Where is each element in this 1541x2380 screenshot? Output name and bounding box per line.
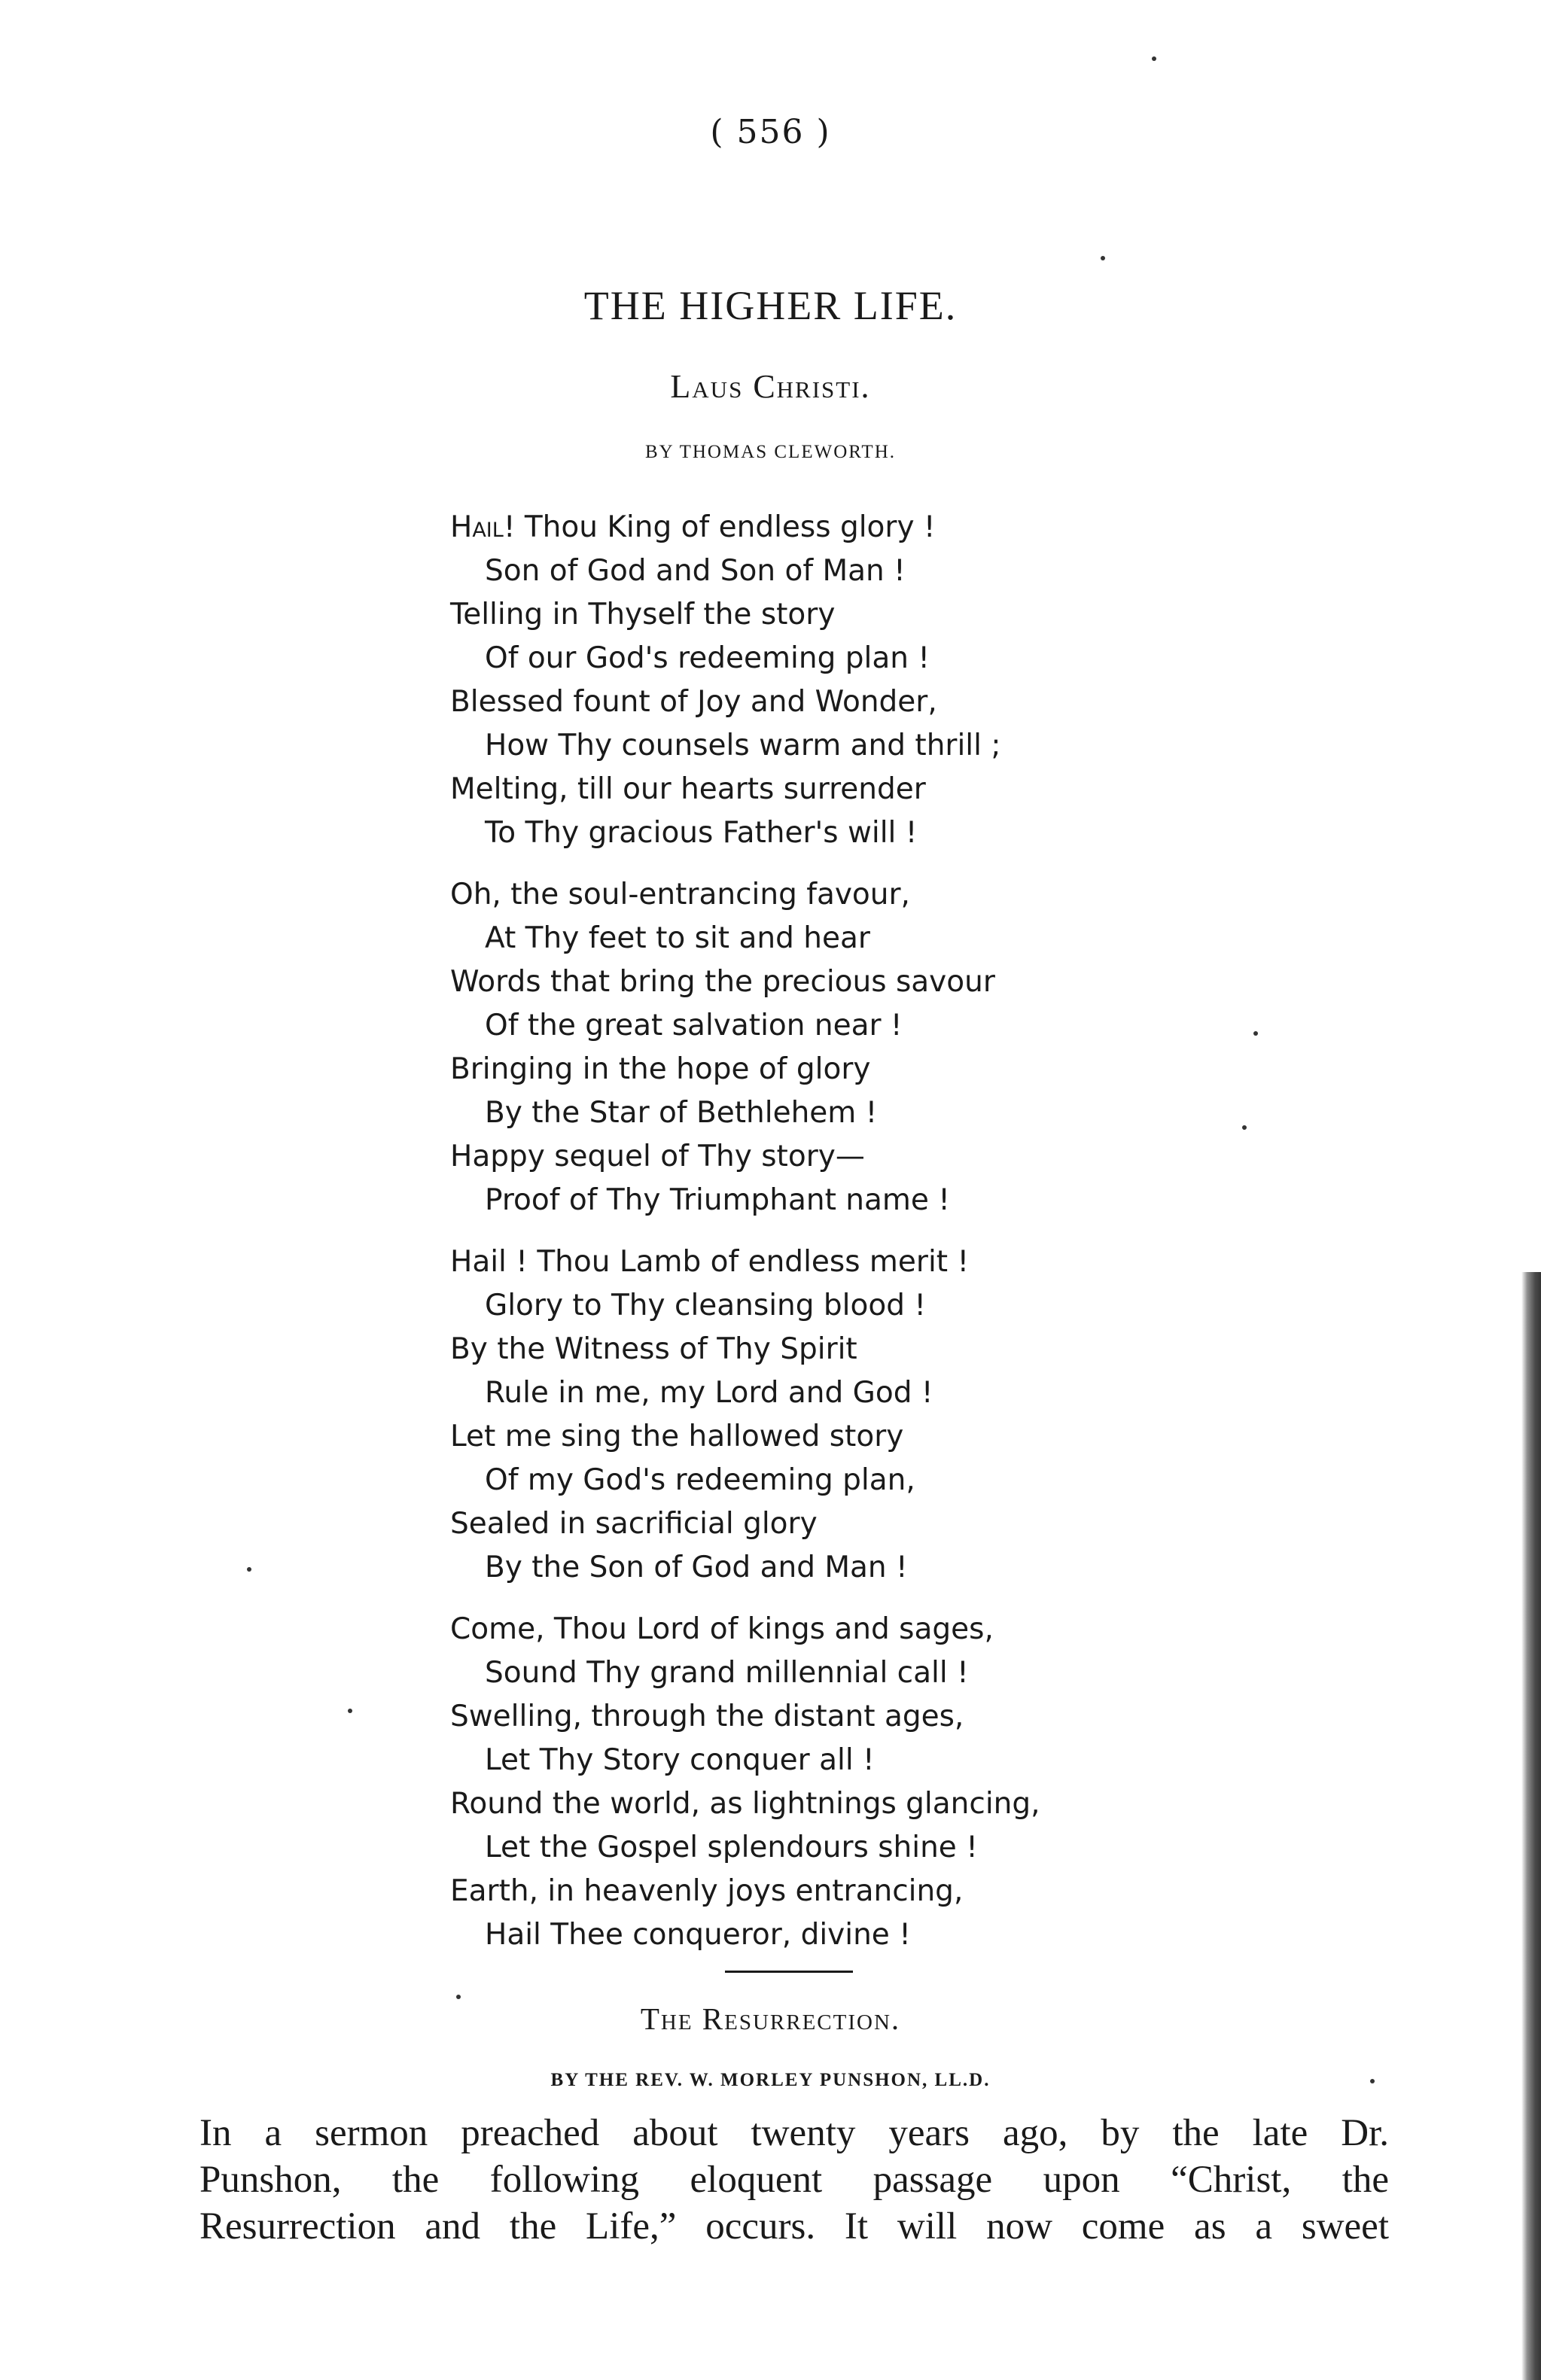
poem-line: Glory to Thy cleansing blood ! (485, 1289, 927, 1322)
section-byline: BY THE REV. W. MORLEY PUNSHON, LL.D. (550, 2070, 991, 2090)
scan-speck (1152, 56, 1156, 61)
poem-line: Come, Thou Lord of kings and sages, (450, 1612, 994, 1646)
poem-line: Earth, in heavenly joys entrancing, (450, 1874, 964, 1908)
poem-line: Hail ! Thou Lamb of endless merit ! (450, 1245, 970, 1279)
poem-line: Hail Thee conqueror, divine ! (485, 1918, 911, 1952)
section-title: The Resurrection. (640, 2001, 901, 2036)
poem-first-word: Hail (450, 510, 504, 544)
poem-line: To Thy gracious Father's will ! (485, 816, 918, 850)
poem-line: At Thy feet to sit and hear (485, 921, 870, 955)
poem-line: Let me sing the hallowed story (450, 1420, 904, 1453)
poem-body (450, 506, 1248, 1975)
page-binding-shadow (1521, 1272, 1541, 2380)
scan-speck (348, 1709, 352, 1713)
scan-speck (1370, 2079, 1375, 2083)
section-divider (725, 1971, 853, 1973)
poem-line (450, 506, 1248, 549)
stanza-1 (450, 506, 1248, 855)
poem-line: Happy sequel of Thy story— (450, 1140, 865, 1173)
scan-speck (1253, 1031, 1258, 1036)
main-title: THE HIGHER LIFE. (583, 283, 958, 328)
poem-line: Let the Gospel splendours shine ! (485, 1831, 978, 1864)
poem-line: Bringing in the hope of glory (450, 1052, 871, 1086)
poem-line: Oh, the soul-entrancing favour, (450, 878, 910, 912)
poem-line: Swelling, through the distant ages, (450, 1700, 964, 1733)
poem-line: By the Star of Bethlehem ! (485, 1096, 878, 1130)
poem-title: Laus Christi. (670, 368, 871, 405)
poem-line: Words that bring the precious savour (450, 965, 995, 999)
poem-line: Melting, till our hearts surrender (450, 772, 926, 806)
poem-line: Son of God and Son of Man ! (485, 554, 906, 588)
page-number: ( 556 ) (710, 113, 831, 151)
stanza-4 (450, 1608, 1248, 1957)
prose-line: In a sermon preached about twenty years ago, by the late Dr. (199, 2112, 1389, 2154)
scan-speck (1101, 256, 1105, 260)
scan-speck (247, 1567, 251, 1572)
poem-line: Proof of Thy Triumphant name ! (485, 1183, 950, 1217)
scan-speck (456, 1995, 461, 1999)
prose-line: Punshon, the following eloquent passage upon “Christ, the (199, 2159, 1389, 2201)
prose-line: Resurrection and the Life,” occurs. It will now come as a sweet (199, 2205, 1389, 2248)
poem-line: Of our God's redeeming plan ! (485, 641, 930, 675)
poem-byline: BY THOMAS CLEWORTH. (644, 442, 897, 462)
poem-line: Of my God's redeeming plan, (485, 1463, 915, 1497)
poem-line: Blessed fount of Joy and Wonder, (450, 685, 937, 719)
poem-line: By the Witness of Thy Spirit (450, 1332, 857, 1366)
prose-paragraph (199, 2110, 1389, 2250)
stanza-2 (450, 873, 1248, 1222)
poem-line: Let Thy Story conquer all ! (485, 1743, 875, 1777)
stanza-3 (450, 1240, 1248, 1590)
poem-line: By the Son of God and Man ! (485, 1551, 908, 1584)
scan-speck (1242, 1125, 1247, 1130)
poem-line: How Thy counsels warm and thrill ; (485, 729, 1001, 762)
poem-line: Round the world, as lightnings glancing, (450, 1787, 1040, 1821)
poem-line: Sound Thy grand millennial call ! (485, 1656, 969, 1690)
poem-line-rest: ! Thou King of endless glory ! (503, 510, 936, 544)
poem-line: Of the great salvation near ! (485, 1009, 903, 1042)
poem-line: Telling in Thyself the story (450, 598, 836, 632)
poem-line: Rule in me, my Lord and God ! (485, 1376, 933, 1410)
poem-line: Sealed in sacrificial glory (450, 1507, 818, 1541)
